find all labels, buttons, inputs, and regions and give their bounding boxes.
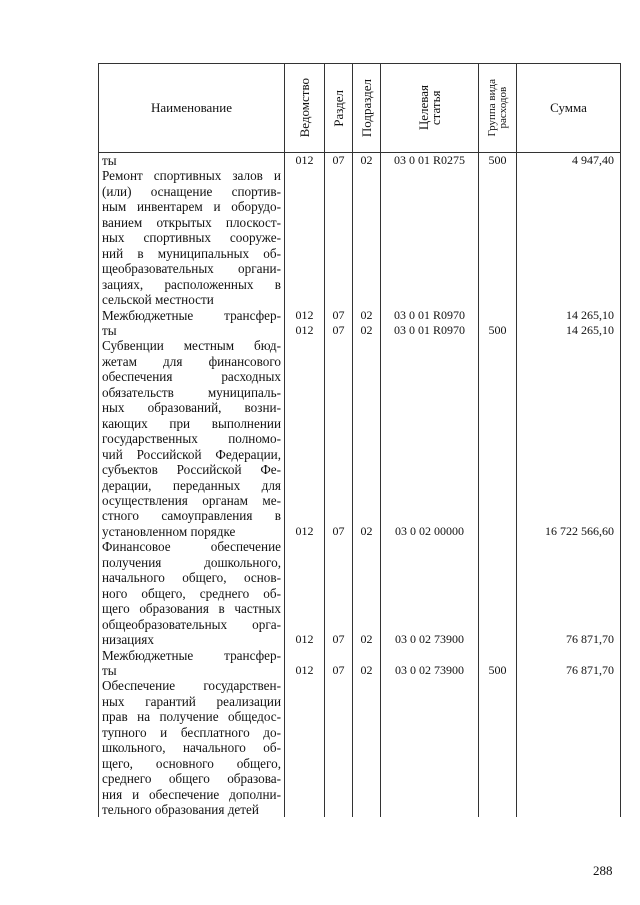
podrazdel-cell-value: 02 [360,662,373,677]
name-line: прав на получение общедос- [102,709,281,725]
name-line: среднего общего образова- [102,771,281,787]
target-article-cell [381,678,479,817]
header-target-article: Целевая статья [381,64,479,153]
header-row [99,64,621,153]
vedomstvo-cell [285,338,325,539]
target-article-cell [381,338,479,539]
razdel-cell [325,648,353,663]
sum-cell-value: 76 871,70 [566,632,614,647]
target-article-cell-value: 03 0 01 R0970 [393,307,465,322]
name-line: государственных полномо- [102,431,281,447]
name-line: начального общего, основ- [102,570,281,586]
name-line: установленном порядке [102,523,236,539]
expense-group-cell [479,648,517,663]
name-line: щеобразовательных органи- [102,261,281,277]
row-name [99,308,285,323]
name-line: Субвенции местным бюд- [102,338,281,354]
header-vedomstvo: Ведомство [285,64,325,153]
expense-group-cell [479,678,517,817]
sum-cell [517,648,621,663]
razdel-cell-value: 07 [332,632,345,647]
razdel-cell-value: 07 [332,662,345,677]
table-row [99,153,621,308]
name-line: Финансовое обеспечение [102,539,281,555]
vedomstvo-cell [285,648,325,663]
target-article-cell-value: 03 0 02 73900 [395,662,464,677]
podrazdel-cell [353,539,381,647]
expense-group-cell-value: 500 [488,662,507,677]
expense-group-cell-value: 500 [488,322,507,337]
sum-cell [517,323,621,338]
sum-cell-value: 14 265,10 [566,322,614,337]
vedomstvo-cell-value: 012 [295,662,314,677]
table-row [99,338,621,539]
sum-cell-value: 16 722 566,60 [545,523,614,538]
name-line: школьного, начального об- [102,740,281,756]
vedomstvo-cell [285,539,325,647]
name-line: Межбюджетные трансфер- [102,307,281,323]
row-name [99,648,285,663]
table-row [99,539,621,647]
podrazdel-cell [353,678,381,817]
name-line: ты [102,662,117,678]
budget-table [98,63,621,817]
target-article-cell-value: 03 0 01 R0275 [393,153,465,167]
expense-group-cell [479,323,517,338]
podrazdel-cell [353,663,381,678]
row-name [99,153,285,308]
name-line: ным инвентарем и оборудо- [102,199,281,215]
expense-group-cell-value: 500 [488,153,507,167]
razdel-cell [325,308,353,323]
page-number: 288 [593,863,613,878]
target-article-cell [381,648,479,663]
name-line: низациях [102,632,154,648]
name-line: ний в муниципальных об- [102,245,281,261]
name-line: дерации, переданных для [102,477,281,493]
razdel-cell-value: 07 [332,153,345,167]
name-line: жетам для финансового [102,353,281,369]
table-row [99,648,621,663]
row-name [99,539,285,647]
target-article-cell [381,663,479,678]
sum-cell-value: 76 871,70 [566,662,614,677]
sum-cell [517,153,621,308]
name-line: осуществления органам ме- [102,492,281,508]
row-name [99,323,285,338]
name-line: щего образования в частных [102,601,281,617]
name-line: Ремонт спортивных залов и [102,168,281,184]
name-line: Межбюджетные трансфер- [102,647,281,663]
name-line: ты [102,153,117,168]
table-row [99,663,621,678]
target-article-cell-value: 03 0 02 00000 [395,523,464,538]
name-line: кающих при выполнении [102,415,281,431]
vedomstvo-cell [285,308,325,323]
expense-group-cell [479,539,517,647]
header-sum: Сумма [517,64,621,153]
name-line: ного общего, среднего об- [102,585,281,601]
expense-group-cell [479,338,517,539]
target-article-cell [381,308,479,323]
razdel-cell [325,153,353,308]
podrazdel-cell [353,153,381,308]
name-line: тупного и бесплатного до- [102,724,281,740]
row-name [99,338,285,539]
razdel-cell-value: 07 [332,322,345,337]
header-name: Наименование [99,64,285,153]
podrazdel-cell-value: 02 [360,153,373,167]
sum-cell-value: 4 947,40 [572,153,614,167]
razdel-cell [325,663,353,678]
razdel-cell [325,338,353,539]
vedomstvo-cell [285,323,325,338]
vedomstvo-cell-value: 012 [295,632,314,647]
name-line: ных спортивных сооруже- [102,230,281,246]
sum-cell [517,539,621,647]
name-line: получения дошкольного, [102,554,281,570]
podrazdel-cell-value: 02 [360,322,373,337]
name-line: ных гарантий реализации [102,693,281,709]
name-line: ванием открытых плоскост- [102,214,281,230]
name-line: зациях, расположенных в [102,276,281,292]
podrazdel-cell [353,323,381,338]
expense-group-cell [479,663,517,678]
header-razdel: Раздел [325,64,353,153]
podrazdel-cell-value: 02 [360,523,373,538]
vedomstvo-cell-value: 012 [295,322,314,337]
name-line: сельской местности [102,292,214,308]
name-line: чий Российской Федерации, [102,446,281,462]
expense-group-cell [479,308,517,323]
name-line: обязательств муниципаль- [102,384,281,400]
target-article-cell [381,539,479,647]
target-article-cell-value: 03 0 02 73900 [395,632,464,647]
target-article-cell-value: 03 0 01 R0970 [393,322,465,337]
header-podrazdel: Подраздел [353,64,381,153]
table-row [99,308,621,323]
podrazdel-cell [353,308,381,323]
name-line: ния и обеспечение дополни- [102,786,281,802]
vedomstvo-cell-value: 012 [295,523,314,538]
name-line: тельного образования детей [102,802,259,818]
table-row [99,323,621,338]
sum-cell [517,338,621,539]
expense-group-cell [479,153,517,308]
vedomstvo-cell-value: 012 [295,153,314,167]
sum-cell-value: 14 265,10 [566,307,614,322]
razdel-cell [325,539,353,647]
name-line: ных образований, возни- [102,400,281,416]
table-row [99,678,621,817]
vedomstvo-cell-value: 012 [295,307,314,322]
vedomstvo-cell [285,663,325,678]
podrazdel-cell-value: 02 [360,307,373,322]
name-line: субъектов Российской Фе- [102,462,281,478]
sum-cell [517,663,621,678]
vedomstvo-cell [285,678,325,817]
podrazdel-cell [353,338,381,539]
target-article-cell [381,153,479,308]
header-expense-group: Группа вида расходов [479,64,517,153]
name-line: общеобразовательных орга- [102,616,281,632]
podrazdel-cell [353,648,381,663]
razdel-cell [325,678,353,817]
podrazdel-cell-value: 02 [360,632,373,647]
vedomstvo-cell [285,153,325,308]
name-line: (или) оснащение спортив- [102,183,281,199]
razdel-cell [325,323,353,338]
name-line: Обеспечение государствен- [102,678,281,694]
row-name [99,663,285,678]
name-line: ты [102,322,117,338]
target-article-cell [381,323,479,338]
razdel-cell-value: 07 [332,523,345,538]
row-name [99,678,285,817]
razdel-cell-value: 07 [332,307,345,322]
sum-cell [517,678,621,817]
name-line: обеспечения расходных [102,369,281,385]
name-line: щего, основного общего, [102,755,281,771]
name-line: стного самоуправления в [102,508,281,524]
sum-cell [517,308,621,323]
